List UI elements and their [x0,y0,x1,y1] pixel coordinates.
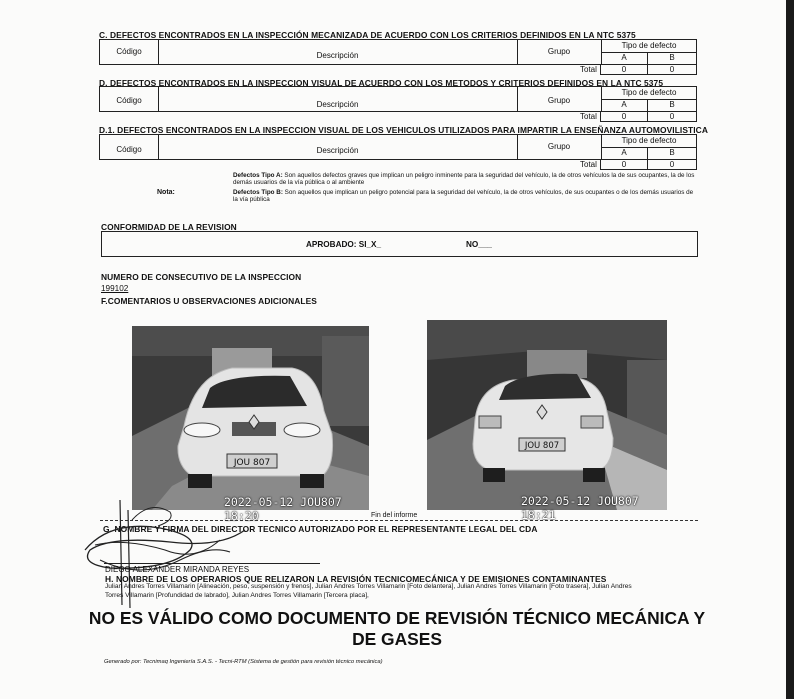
nota-tipo-a [233,172,695,187]
conformidad-box [101,231,698,257]
col-grupo: Grupo [547,96,571,105]
rear-photo-timestamp: 2022-05-12 JOU807 18:21 [521,494,639,522]
footer-prefix: Generado por: [104,659,142,665]
col-descripcion: Descripción [316,100,359,109]
col-descripcion: Descripción [316,51,359,60]
section-d1-table [99,134,697,160]
section-c-total-row [600,64,697,75]
operarios-line-1: Julian Andres Torres Villamarin [Alineación, peso, suspensión y frenos], Julian Andres Torres Villamarin [Foto delantera], Julian Andres Torres Villamarin [Foto trasera], Julian Andres [105,583,632,590]
section-d-total-row [600,111,697,122]
col-codigo: Código [116,96,142,105]
footer [104,659,383,665]
aprobado-si: APROBADO: SI_X_ [306,240,382,249]
tipo-b-label: Defectos Tipo B: [233,189,283,196]
scan-edge [786,0,794,699]
invalid-notice-line-1: NO ES VÁLIDO COMO DOCUMENTO DE REVISIÓN TÉCNICO MECÁNICA Y [88,608,706,628]
tipo-b-text: Son aquellos que implican un peligro potencial para la seguridad del vehículo, la de otros vehículos, de sus ocupantes o de los demás usuarios de la vía pública [233,189,694,204]
tipo-a-label: Defectos Tipo A: [233,172,283,179]
col-codigo: Código [116,47,142,56]
nota-label: Nota: [157,189,175,196]
col-b: B [669,53,675,62]
tipo-a-text: Son aquellos defectos graves que implican un peligro inminente para la seguridad del vehículo, la de otros vehículos la de sus ocupantes, la de los demás usuarios de la vía pública o al ambiente [233,172,695,187]
total-b: 0 [669,160,675,169]
aprobado-no: NO___ [466,240,492,249]
signature-line [104,563,320,564]
total-label: Total [580,112,597,121]
total-b: 0 [669,65,675,74]
total-a: 0 [621,112,627,121]
footer-text: Tecnimaq Ingeniería S.A.S. - Tecni-RTM (Sistema de gestión para revisión técnico mecánica) [141,659,383,665]
front-photo [132,326,369,523]
section-c-table [99,39,697,65]
rear-plate: JOU 807 [524,441,560,451]
section-h-title: H. NOMBRE DE LOS OPERARIOS QUE RELIZARON LA REVISIÓN TECNICOMECÁNICA Y DE EMISIONES CONTAMINANTES [105,574,607,584]
section-d1-title: D.1. DEFECTOS ENCONTRADOS EN LA INSPECCION VISUAL DE LOS VEHICULOS UTILIZADOS PARA IMPARTIR LA ENSEÑANZA AUTOMOVILISTICA [99,125,708,135]
col-a: A [621,53,627,62]
col-b: B [669,148,675,157]
front-car-image [132,326,369,510]
rear-photo [427,320,667,522]
conformidad-title: CONFORMIDAD DE LA REVISION [101,222,237,232]
section-g-title: G. NOMBRE Y FIRMA DEL DIRECTOR TECNICO AUTORIZADO POR EL REPRESENTANTE LEGAL DEL CDA [103,524,538,534]
operarios-line-2: Torres Villamarin [Profundidad de labrado], Julian Andres Torres Villamarin [Tercera placa], [105,592,369,599]
consecutivo-value: 199102 [101,284,129,293]
col-codigo: Código [116,145,142,154]
consecutivo-title: NUMERO DE CONSECUTIVO DE LA INSPECCION [101,272,302,282]
director-name: DIEGO ALEXANDER MIRANDA REYES [105,565,250,574]
invalid-notice-line-2: DE GASES [352,629,442,649]
total-b: 0 [669,112,675,121]
total-label: Total [580,65,597,74]
comentarios-title: F.COMENTARIOS U OBSERVACIONES ADICIONALES [101,296,317,306]
section-d-title: D. DEFECTOS ENCONTRADOS EN LA INSPECCION VISUAL DE ACUERDO CON LOS METODOS Y CRITERIOS DEFINIDOS EN LA NTC 5375 [99,78,664,88]
col-a: A [621,148,627,157]
nota-tipo-b [233,189,695,204]
col-tipo-defecto: Tipo de defecto [621,88,677,97]
section-d1-total-row [600,159,697,170]
fin-informe: Fin del informe [371,512,418,519]
col-grupo: Grupo [547,47,571,56]
total-a: 0 [621,65,627,74]
section-c-title: C. DEFECTOS ENCONTRADOS EN LA INSPECCIÓN MECANIZADA DE ACUERDO CON LOS CRITERIOS DEFINIDOS EN LA NTC 5375 [99,30,636,40]
col-a: A [621,100,627,109]
total-label: Total [580,160,597,169]
front-photo-timestamp: 2022-05-12 JOU807 18:20 [224,495,342,523]
col-tipo-defecto: Tipo de defecto [621,136,677,145]
rear-car-image [427,320,667,510]
col-grupo: Grupo [547,142,571,151]
total-a: 0 [621,160,627,169]
col-descripcion: Descripción [316,146,359,155]
front-plate: JOU 807 [233,458,271,468]
col-b: B [669,100,675,109]
col-tipo-defecto: Tipo de defecto [621,41,677,50]
section-d-table [99,86,697,112]
